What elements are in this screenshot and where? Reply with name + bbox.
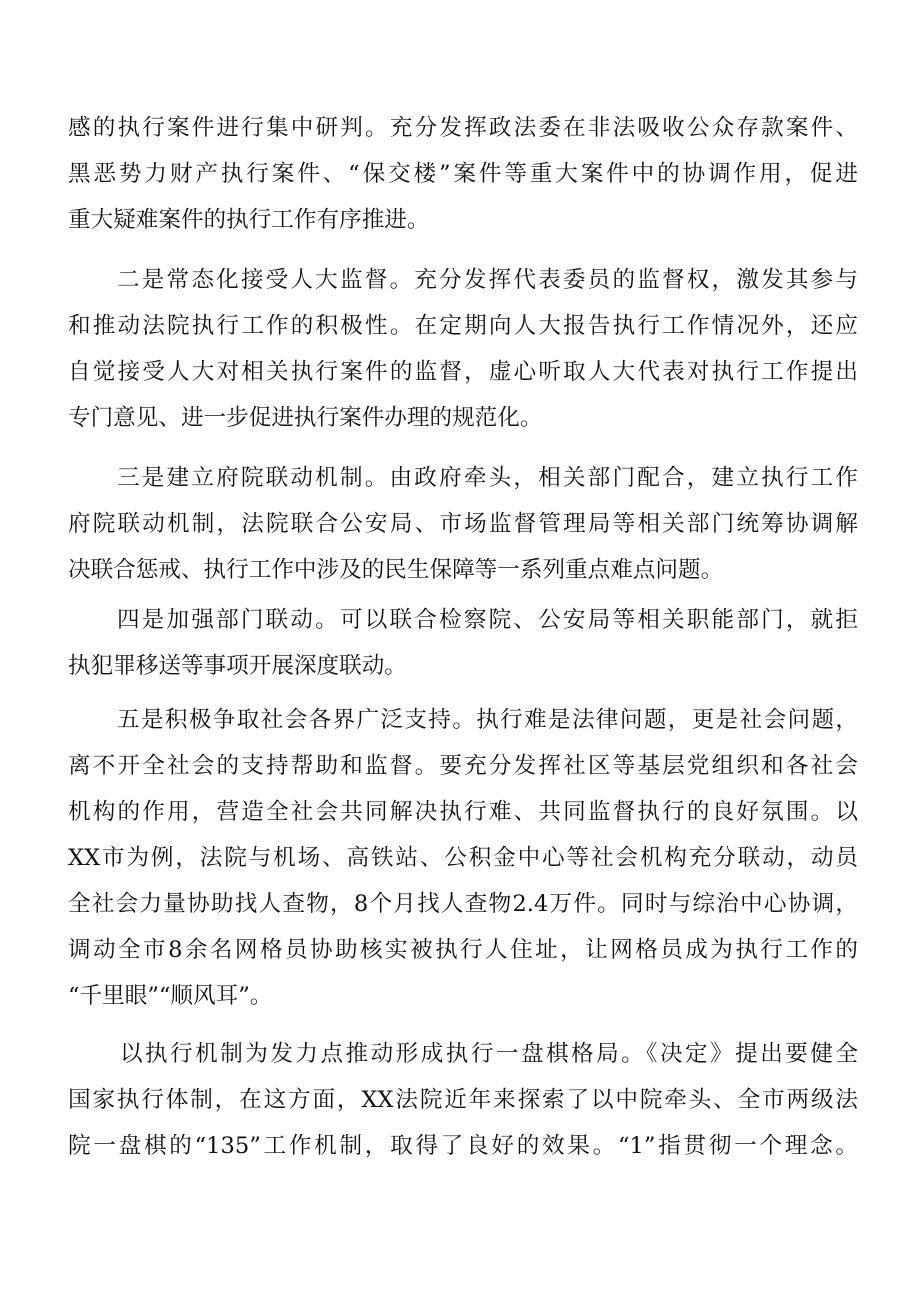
paragraph-6	[68, 1031, 858, 1169]
text-line: 专门意见、进一步促进执行案件办理的规范化。	[68, 405, 543, 431]
text-line: 三是建立府院联动机制。由政府牵头，相关部门配合，建立执行工作	[117, 465, 858, 491]
text-line: 以执行机制为发力点推动形成执行一盘棋格局。《决定》提出要健全	[120, 1041, 858, 1067]
text-line: 离不开全社会的支持帮助和监督。要充分发挥社区等基层党组织和各社会	[68, 753, 858, 779]
paragraph-1	[68, 105, 858, 243]
text-line: “千里眼”“顺风耳”。	[68, 983, 273, 1009]
paragraph-2	[68, 257, 858, 441]
text-line: 调动全市8余名网格员协助核实被执行人住址，让网格员成为执行工作的	[68, 937, 858, 963]
paragraph-3	[68, 455, 858, 593]
paragraph-5	[68, 697, 858, 1019]
text-line: 黑恶势力财产执行案件、“保交楼”案件等重大案件中的协调作用，促进	[68, 161, 858, 187]
text-line: 自觉接受人大对相关执行案件的监督，虚心听取人大代表对执行工作提出	[68, 359, 858, 385]
text-line: 国家执行体制，在这方面，XX法院近年来探索了以中院牵头、全市两级法	[68, 1087, 858, 1113]
text-line: 重大疑难案件的执行工作有序推进。	[68, 207, 430, 233]
text-line: 院一盘棋的“135”工作机制，取得了良好的效果。“1”指贯彻一个理念。	[68, 1133, 858, 1159]
text-line: 机构的作用，营造全社会共同解决执行难、共同监督执行的良好氛围。以	[68, 799, 858, 825]
text-line: 五是积极争取社会各界广泛支持。执行难是法律问题，更是社会问题，	[117, 707, 858, 733]
paragraph-4	[68, 597, 858, 689]
text-line: 全社会力量协助找人查物，8个月找人查物2.4万件。同时与综治中心协调，	[68, 891, 858, 917]
text-line: XX市为例，法院与机场、高铁站、公积金中心等社会机构充分联动，动员	[68, 845, 858, 871]
text-line: 和推动法院执行工作的积极性。在定期向人大报告执行工作情况外，还应	[68, 313, 858, 339]
text-line: 二是常态化接受人大监督。充分发挥代表委员的监督权，激发其参与	[117, 267, 858, 293]
text-line: 决联合惩戒、执行工作中涉及的民生保障等一系列重点难点问题。	[68, 557, 724, 583]
text-line: 感的执行案件进行集中研判。充分发挥政法委在非法吸收公众存款案件、	[68, 115, 858, 141]
text-line: 四是加强部门联动。可以联合检察院、公安局等相关职能部门，就拒	[117, 607, 858, 633]
text-line: 府院联动机制，法院联合公安局、市场监督管理局等相关部门统筹协调解	[68, 511, 858, 537]
text-line: 执犯罪移送等事项开展深度联动。	[68, 653, 407, 679]
